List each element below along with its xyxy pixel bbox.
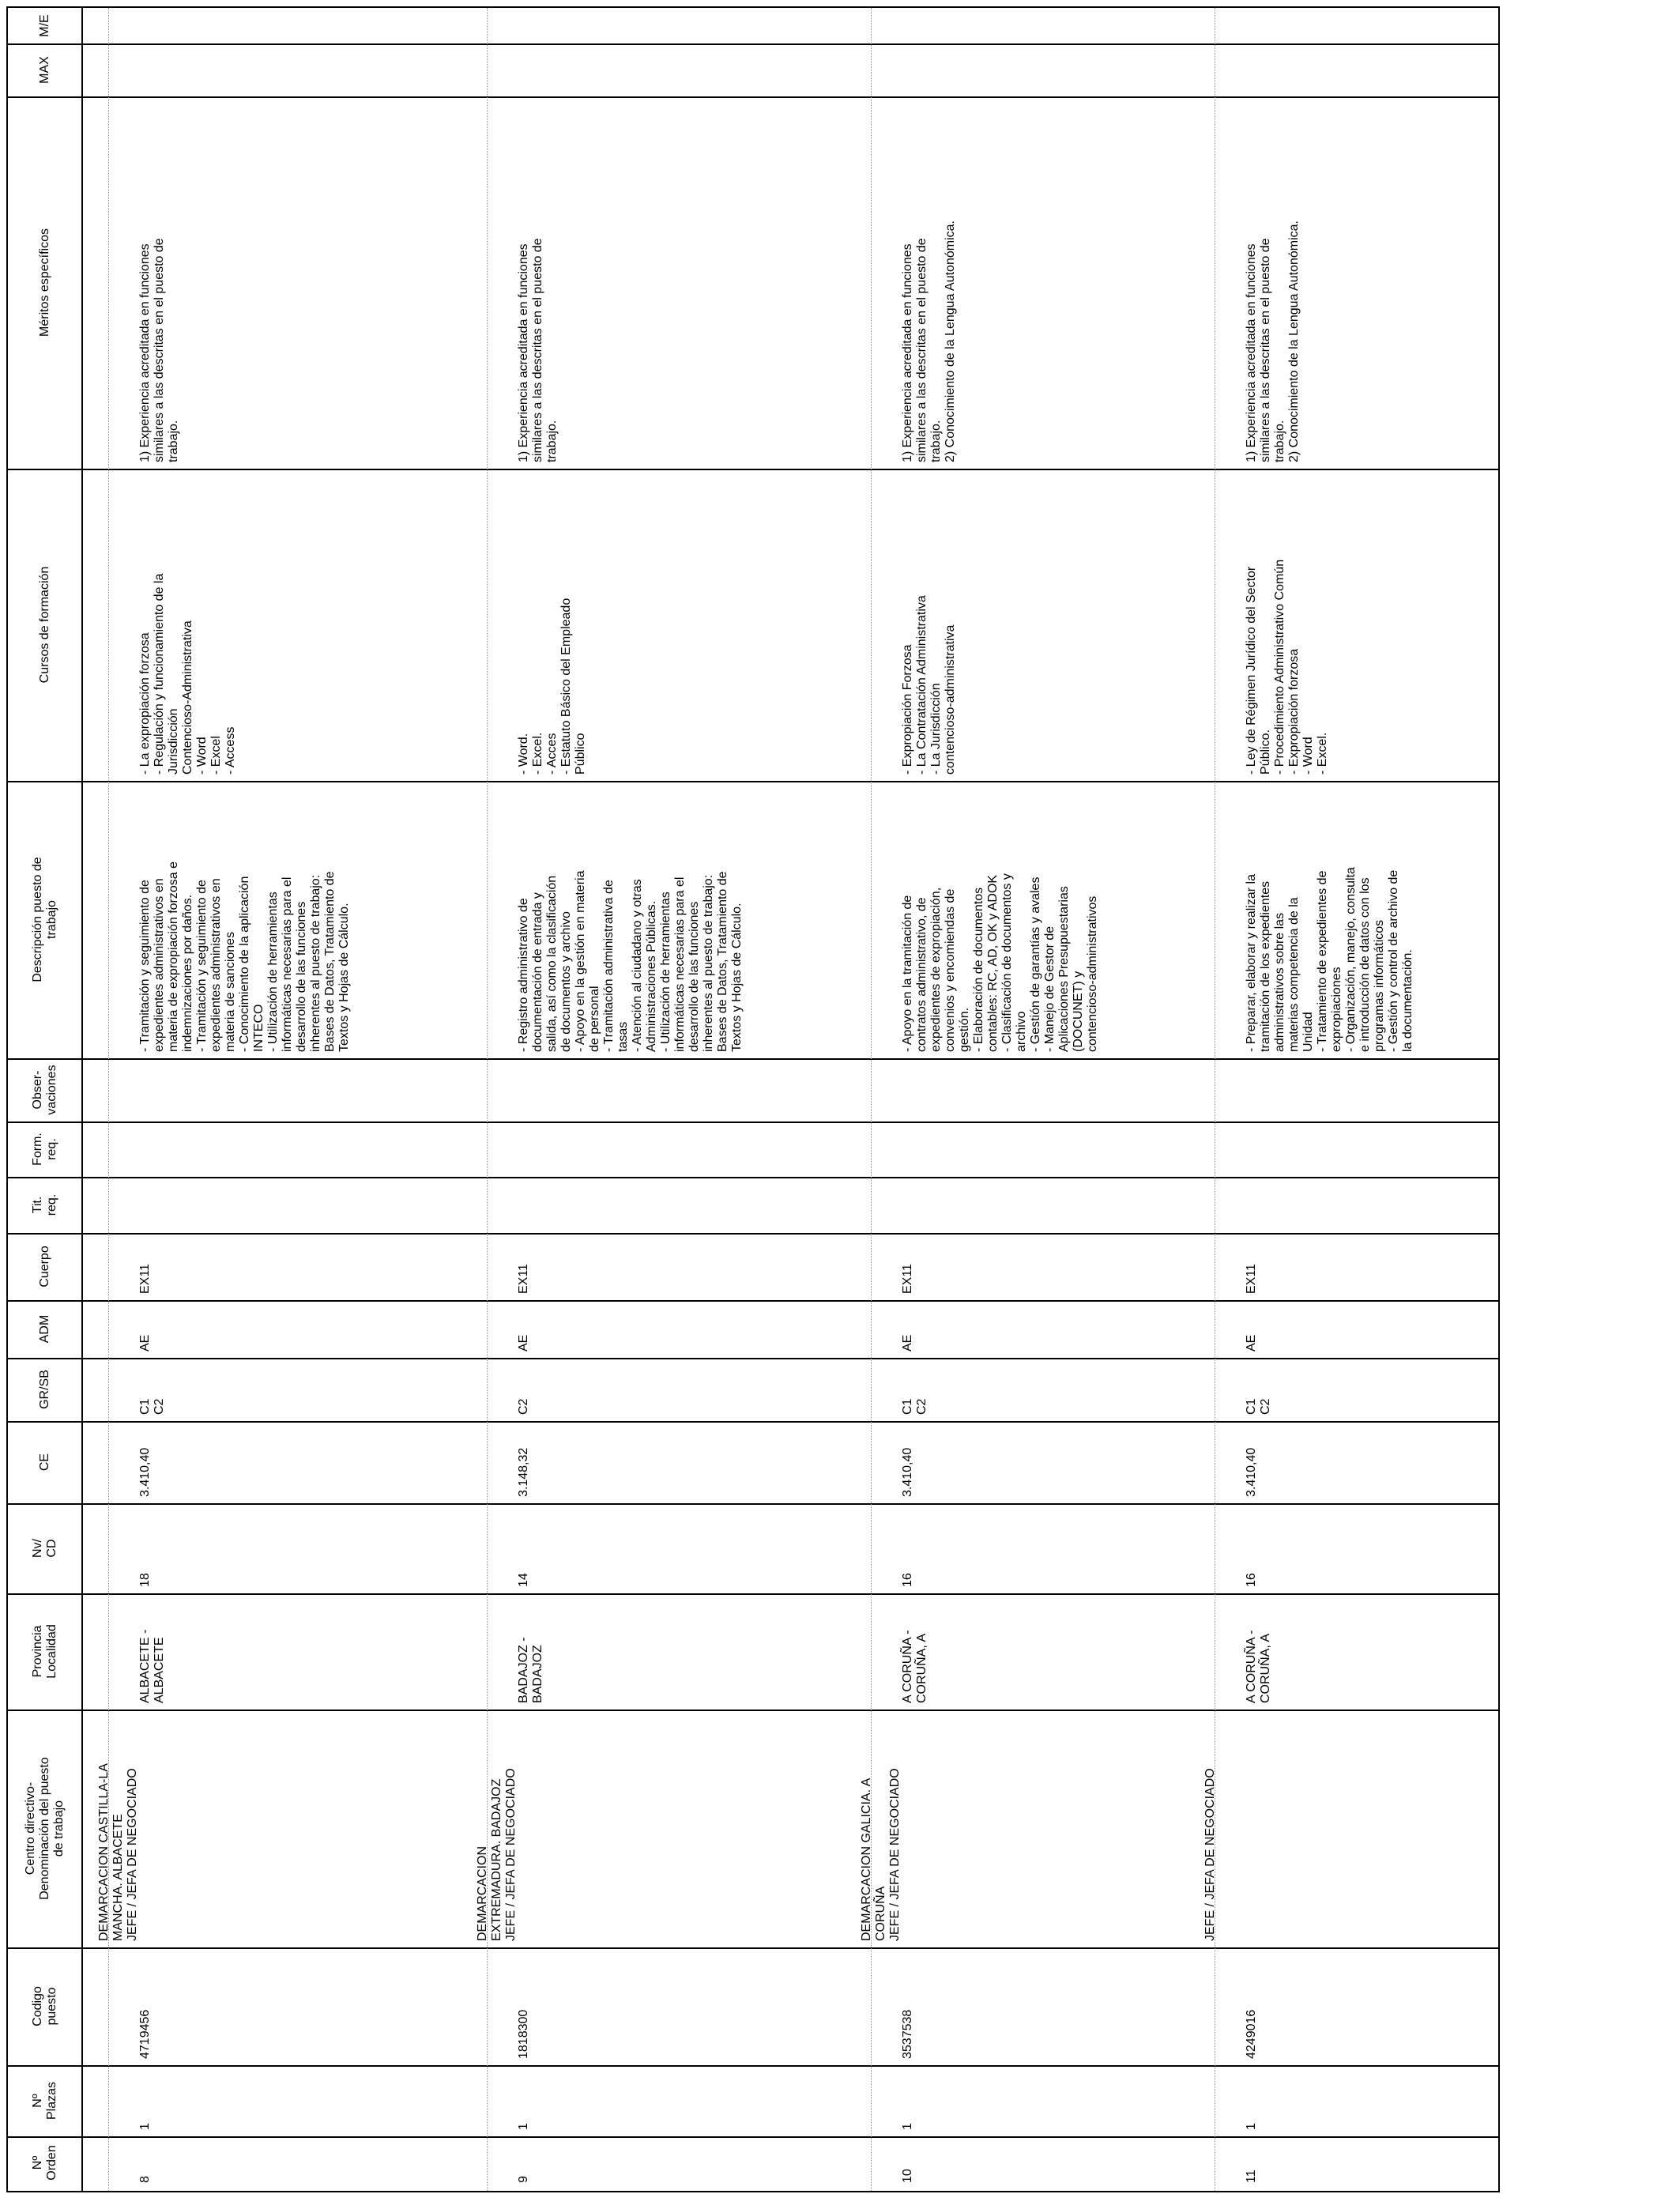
cell-adm: AE bbox=[517, 1334, 530, 1351]
cell-orden: 8 bbox=[138, 2176, 152, 2183]
cell-cursos: - Expropiación Forzosa - La Contratación Administrativa - La Jurisdicción contencioso-administrativa bbox=[901, 595, 957, 775]
cell-provincia: A CORUÑA - CORUÑA, A bbox=[901, 1630, 929, 1703]
cell-codigo: 4249016 bbox=[1245, 2009, 1258, 2059]
cell-cursos: - La expropiación forzosa - Regulación y funcionamiento de la Jurisdicción Contencioso-Administrativa - Word - Excel - Access bbox=[138, 573, 237, 775]
cell-adm: AE bbox=[1245, 1334, 1258, 1351]
header-provincia: Provincia Localidad bbox=[30, 1624, 58, 1679]
cell-meritos: 1) Experiencia acreditada en funciones similares a las descritas en el puesto de trabajo. 2) Conocimiento de la Lengua Autonómica. bbox=[901, 221, 957, 462]
cell-centro: DEMARCACION CASTILLA-LA MANCHA. ALBACETE JEFE / JEFA DE NEGOCIADO bbox=[97, 1763, 139, 1941]
cell-grupo: C1 C2 bbox=[1245, 1398, 1272, 1415]
cell-meritos: 1) Experiencia acreditada en funciones similares a las descritas en el puesto de trabajo. bbox=[138, 238, 180, 462]
cell-provincia: BADAJOZ - BADAJOZ bbox=[517, 1637, 544, 1703]
header-divider bbox=[81, 6, 83, 2192]
cell-descripcion: - Tramitación y seguimiento de expedientes administrativos en materia de expropiación forzosa e indemnizaciones por daños. - Tramitación y seguimiento de expedientes administrativos en materia de sanciones - Conocimiento de la aplicación INTECO - Utilización de herramientas informáticas necesarias para el desarrollo de las funciones inherentes al puesto de trabajo: Bases de Datos, Tratamiento de Textos y Hojas de Cálculo. bbox=[138, 861, 351, 1052]
header-nivel: Nv/ CD bbox=[30, 1539, 58, 1558]
column-divider bbox=[81, 2065, 1498, 2067]
header-cursos: Cursos de formación bbox=[37, 566, 51, 684]
cell-adm: AE bbox=[138, 1334, 152, 1351]
header-orden: Nº Orden bbox=[30, 2145, 58, 2181]
cell-plazas: 1 bbox=[517, 2123, 530, 2130]
cell-cuerpo: EX11 bbox=[138, 1264, 152, 1294]
cell-codigo: 1818300 bbox=[517, 2009, 530, 2059]
cell-plazas: 1 bbox=[1245, 2123, 1258, 2130]
cell-cuerpo: EX11 bbox=[1245, 1264, 1258, 1294]
cell-adm: AE bbox=[901, 1334, 914, 1351]
header-meritos: Méritos específicos bbox=[37, 228, 51, 337]
cell-orden: 9 bbox=[517, 2176, 530, 2183]
column-divider bbox=[81, 1947, 1498, 1949]
cell-orden: 10 bbox=[901, 2169, 914, 2183]
cell-cuerpo: EX11 bbox=[517, 1264, 530, 1294]
cell-centro: JEFE / JEFA DE NEGOCIADO bbox=[1203, 1768, 1217, 1941]
header-codigo: Codigo puesto bbox=[30, 1986, 58, 2026]
header-centro: Centro directivo- Denominación del puesto de trabajo bbox=[23, 1757, 66, 1900]
cell-plazas: 1 bbox=[901, 2123, 914, 2130]
column-divider bbox=[81, 1503, 1498, 1505]
column-divider bbox=[81, 1058, 1498, 1060]
cell-meritos: 1) Experiencia acreditada en funciones similares a las descritas en el puesto de trabajo. 2) Conocimiento de la Lengua Autonómica. bbox=[1245, 221, 1301, 462]
cell-plazas: 1 bbox=[138, 2123, 152, 2130]
cell-ce: 3.148,32 bbox=[517, 1447, 530, 1497]
cell-grupo: C2 bbox=[517, 1398, 530, 1415]
cell-cursos: - Word. - Excel. - Acces - Estatuto Básico del Empleado Público bbox=[517, 598, 587, 775]
header-adm: ADM bbox=[37, 1314, 51, 1344]
cell-centro: DEMARCACION EXTREMADURA. BADAJOZ JEFE / JEFA DE NEGOCIADO bbox=[476, 1768, 518, 1941]
column-divider bbox=[81, 43, 1498, 45]
header-ce: CE bbox=[37, 1453, 51, 1472]
header-max: MAX bbox=[37, 56, 51, 84]
column-divider bbox=[81, 96, 1498, 98]
column-divider bbox=[81, 2136, 1498, 2138]
header-observaciones: Obser- vaciones bbox=[30, 1065, 58, 1115]
cell-descripcion: - Registro administrativo de documentación de entrada y salida, así como la clasificación de documentos y archivo - Apoyo en la gestión en materia de personal - Tramitación administrativa de tasas - Atención al ciudadano y otras Administraciones Públicas. - Utilización de herramientas informáticas necesarias para el desarrollo de las funciones inherentes al puesto de trabajo: Bases de Datos, Tratamiento de Textos y Hojas de Cálculo. bbox=[517, 870, 744, 1052]
table-right-edge bbox=[1498, 6, 1500, 2192]
cell-descripcion: - Preparar, elaborar y realizar la tramitación de los expedientes administrativos sobre las materias competencia de la Unidad - Tratamiento de expedientes de expropiaciones - Organización, manejo, consulta e introducción de datos con los programas informáticos - Gestión y control de archivo de la documentación. bbox=[1245, 867, 1414, 1052]
cell-meritos: 1) Experiencia acreditada en funciones similares a las descritas en el puesto de trabajo. bbox=[517, 238, 559, 462]
cell-ce: 3.410,40 bbox=[138, 1447, 152, 1497]
cell-ce: 3.410,40 bbox=[1245, 1447, 1258, 1497]
column-divider bbox=[81, 1233, 1498, 1235]
cell-nivel: 16 bbox=[901, 1573, 914, 1587]
column-divider bbox=[81, 1421, 1498, 1423]
cell-grupo: C1 C2 bbox=[138, 1398, 166, 1415]
cell-cuerpo: EX11 bbox=[901, 1264, 914, 1294]
column-divider bbox=[81, 781, 1498, 782]
cell-codigo: 3537538 bbox=[901, 2009, 914, 2059]
column-divider bbox=[81, 1710, 1498, 1711]
cell-nivel: 16 bbox=[1245, 1573, 1258, 1587]
header-cuerpo: Cuerpo bbox=[37, 1246, 51, 1287]
column-divider bbox=[81, 1122, 1498, 1123]
cell-provincia: A CORUÑA - CORUÑA, A bbox=[1245, 1630, 1272, 1703]
column-divider bbox=[81, 1300, 1498, 1302]
header-me: M/E bbox=[37, 14, 51, 37]
header-formacion: Form. req. bbox=[30, 1133, 58, 1166]
cell-orden: 11 bbox=[1245, 2169, 1258, 2183]
cell-provincia: ALBACETE - ALBACETE bbox=[138, 1629, 166, 1703]
header-plazas: Nº Plazas bbox=[30, 2081, 58, 2120]
header-descripcion: Descripción puesto de trabajo bbox=[30, 857, 58, 982]
header-grupo: GR/SB bbox=[37, 1370, 51, 1409]
cell-descripcion: - Apoyo en la tramitación de contratos administrativo, de expedientes de expropiación, convenios y encomiendas de gestión. - Elaboración de documentos contables: RC, AD, OK y ADOK - Clasificación de documentos y archivo - Gestión de garantías y avales - Manejo de Gestor de Aplicaciones Presupuestarias (DOCUNET) y contencioso-administrativos bbox=[901, 873, 1099, 1052]
column-divider bbox=[81, 1593, 1498, 1595]
cell-codigo: 4719456 bbox=[138, 2009, 152, 2059]
cell-centro: DEMARCACION GALICIA. A CORUÑA JEFE / JEFA DE NEGOCIADO bbox=[860, 1768, 902, 1941]
cell-grupo: C1 C2 bbox=[901, 1398, 929, 1415]
cell-nivel: 18 bbox=[138, 1573, 152, 1587]
column-divider bbox=[81, 469, 1498, 470]
cell-ce: 3.410,40 bbox=[901, 1447, 914, 1497]
header-titulacion: Tit. req. bbox=[30, 1193, 58, 1216]
column-divider bbox=[81, 1358, 1498, 1359]
column-divider bbox=[81, 1177, 1498, 1178]
cell-cursos: - Ley de Régimen Jurídico del Sector Público. - Procedimiento Administrativo Común - Expropiación forzosa - Word - Excel. bbox=[1245, 559, 1329, 775]
cell-nivel: 14 bbox=[517, 1573, 530, 1587]
